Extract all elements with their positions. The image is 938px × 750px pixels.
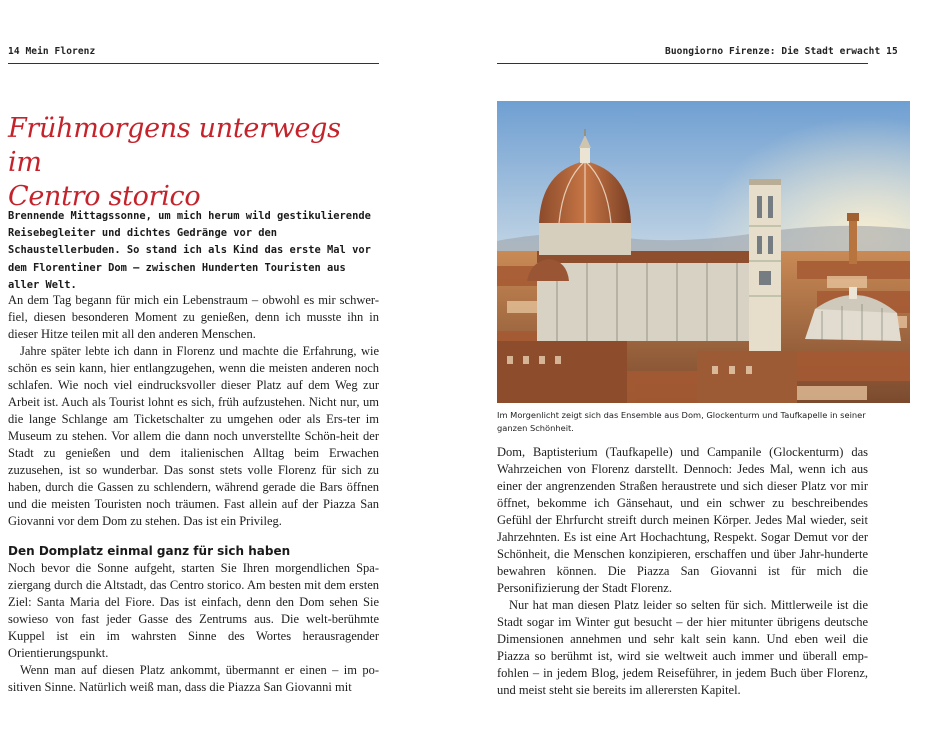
right-page — [469, 0, 938, 750]
chapter-title — [8, 112, 378, 214]
body-paragraph: Jahre später lebte ich dann in Florenz und machte die Erfahrung, wie schön es sein kann, hier entlangzugehen, wenn die meisten anderen noch schlafen. Wie noch viel eindrucksvoller dieser Platz auf dem Weg zur Arbeit ist. Auch als Tourist lohnt es sich, früh aufzustehen. Nicht nur, um die lange Schlange am Ticketschalter zu umgehen oder als Ers-ter im Museum zu stehen. Vor allem die dann noch unverstellte Schön-heit der Stadt zu genießen und dem italienischen Alltag beim Erwachen zuzusehen, ist so wunderbar. Das sonst stets volle Florenz für sich zu haben, durch die Gassen zu schlendern, während gerade die Bars öffnen und die meisten Touristen noch träumen. Fast allein auf der Piazza San Giovanni vor dem Dom zu stehen. Das ist ein Privileg. — [8, 344, 379, 528]
body-paragraph: Dom, Baptisterium (Taufkapelle) und Campanile (Glockenturm) das Wahrzeichen von Florenz darstellt. Dennoch: Jedes Mal, wenn ich aus einer der angrenzenden Straßen heraustrete und sich dieser Platz vor mir öffnet, bekomme ich Gänsehaut, und ein schwer zu beschreibendes Gefühl der Ehrfurcht streift durch meinen Körper. Jedes Mal wieder, seit Jahrzehnten. Es ist eine Art Hochachtung, Respekt. Sogar Demut vor der Schönheit, die Menschen konzipieren, erschaffen und über Jahr-hunderte bewahren können. Die Piazza San Giovanni ist für mich die Personifizierung der Stadt Florenz. — [497, 445, 868, 595]
body-paragraph: An dem Tag begann für mich ein Lebenstraum – obwohl es mir schwer-fiel, diesen besonderen Moment zu genießen, denn ich musste ihn in dieser Hitze teilen mit all den anderen Menschen. — [8, 293, 379, 341]
chapter-title-line-1: Frühmorgens unterwegs im — [8, 113, 341, 178]
intro-paragraph: Brennende Mittagssonne, um mich herum wild gestikulierende Reisebegleiter und dichtes Gedränge vor den Schaustellerbuden. So stand ich als Kind das erste Mal vor dem Florentiner Dom – zwischen Hunderten Touristen aus aller Welt. — [8, 210, 371, 291]
body-paragraph: Nur hat man diesen Platz leider so selten für sich. Mittlerweile ist die Stadt sogar im Winter gut besucht – der hier mitunter übrigens deutsche Dimensionen annehmen und sehr kalt sein kann. Und eben weil die Piazza so berühmt ist, wird sie weltweit auch immer und überall emp-fohlen – in jedem Blog, jedem Reiseführer, in jedem Buch über Florenz, und meist steht sie bereits im allerersten Kapitel. — [497, 598, 868, 697]
header-rule-left — [8, 63, 379, 64]
left-body-column — [8, 292, 379, 696]
section-subheading: Den Domplatz einmal ganz für sich haben — [8, 544, 291, 558]
running-head-left: 14 Mein Florenz — [8, 46, 96, 57]
body-paragraph: Wenn man auf diesen Platz ankommt, übermannt er einen – im po-sitiven Sinne. Natürlich weiß man, dass die Piazza San Giovanni mit — [8, 663, 379, 694]
right-body-column — [497, 444, 868, 699]
chapter-title-line-2: Centro storico — [8, 181, 201, 212]
florence-cathedral-photo — [497, 101, 910, 403]
header-rule-right — [497, 63, 868, 64]
photo-caption: Im Morgenlicht zeigt sich das Ensemble aus Dom, Glockenturm und Taufkapelle in seiner ganzen Schönheit. — [497, 410, 866, 433]
body-paragraph: Noch bevor die Sonne aufgeht, starten Sie Ihren morgendlichen Spa-ziergang durch die Altstadt, das Centro storico. Am besten mit dem ersten Ziel: Santa Maria del Fiore. Das ist einfach, denn den Dom sehen Sie sowieso von fast jeder Gasse des Zentrums aus. Die welt-berühmte Kuppel ist ein im wahrsten Sinne des Wortes herausragender Orientierungspunkt. — [8, 561, 379, 660]
running-head-right: Buongiorno Firenze: Die Stadt erwacht 15 — [665, 46, 898, 57]
